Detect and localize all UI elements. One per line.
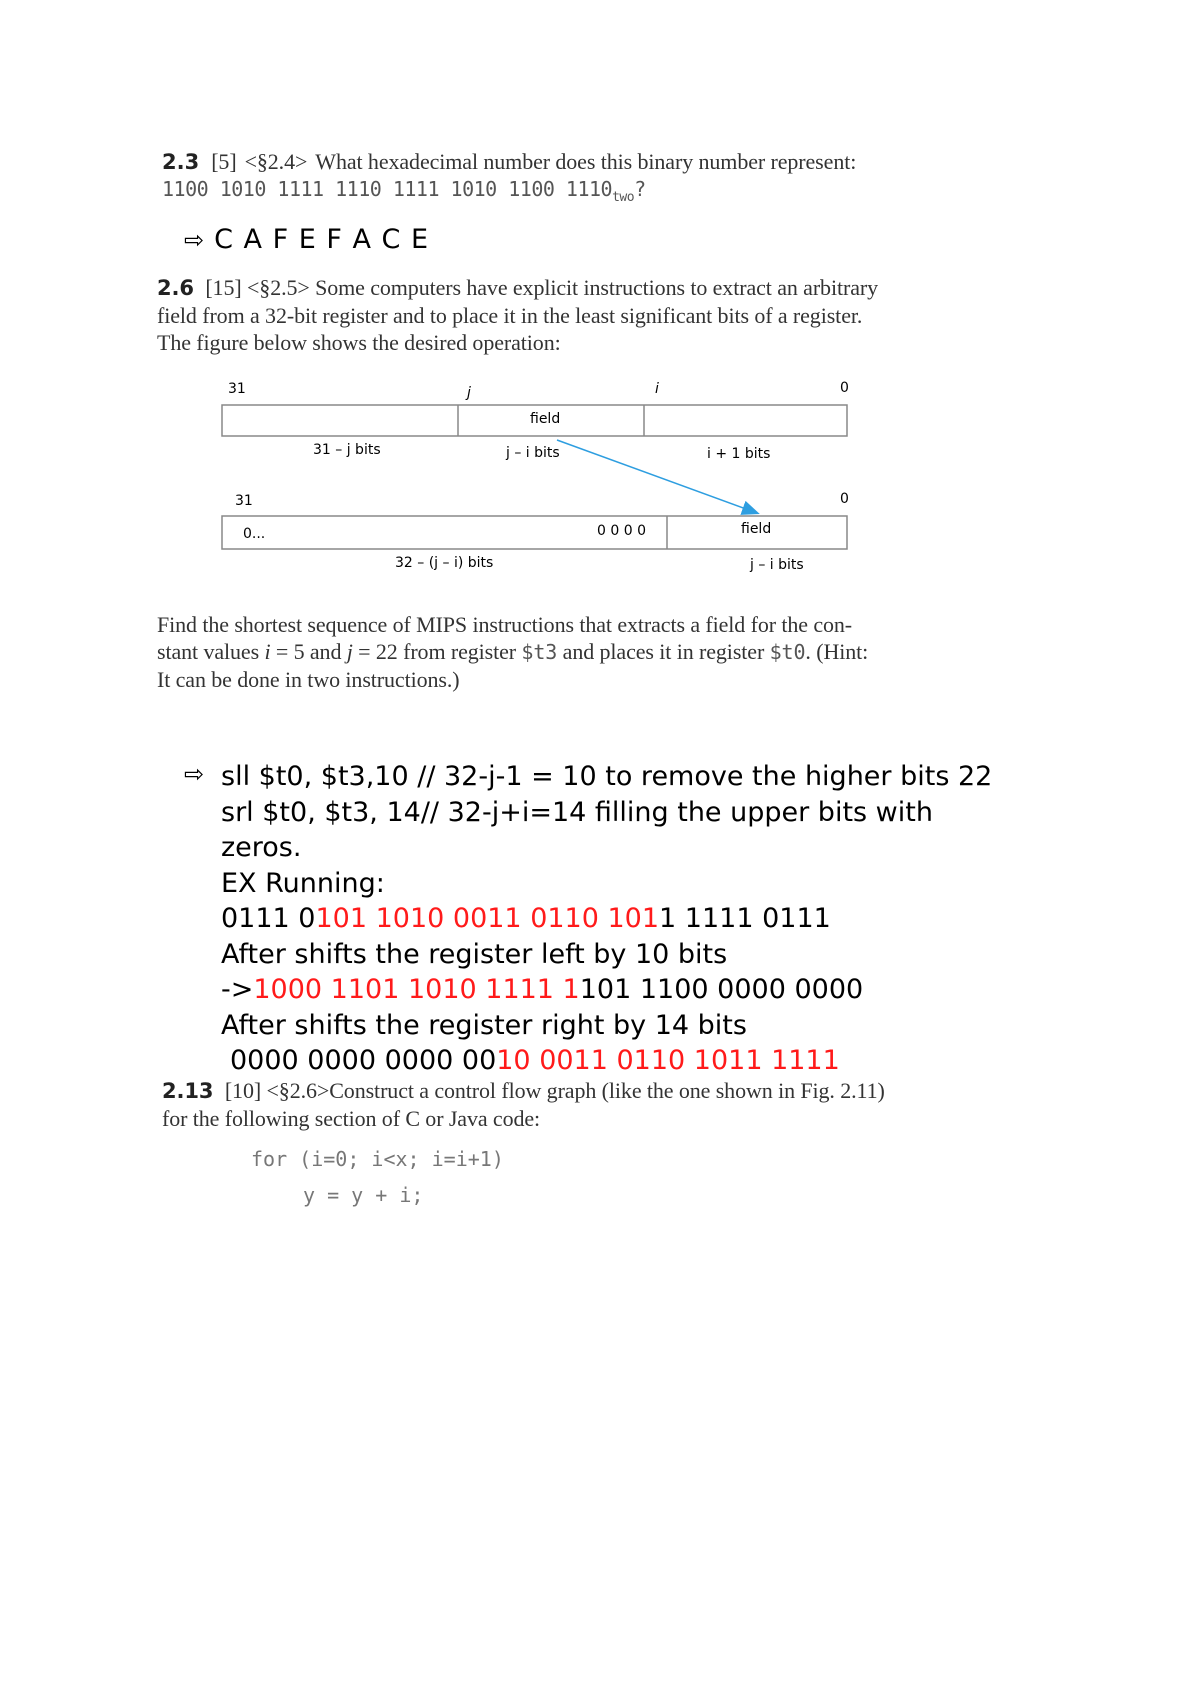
top-bit-31-label: 31 xyxy=(228,381,246,397)
question-number: 2.6 xyxy=(157,276,194,300)
solution-ex-running: EX Running: xyxy=(221,867,385,899)
question-points: [10] xyxy=(224,1078,262,1103)
register-t0: $t0 xyxy=(769,640,806,664)
binary-digits: 1100 1010 1111 1110 1111 1010 1100 1110 xyxy=(162,177,613,201)
binary-highlight: 101 1010 0011 0110 101 xyxy=(315,903,660,934)
binary-suffix: ? xyxy=(634,177,646,201)
code-line-2: y = y + i; xyxy=(303,1183,424,1207)
top-bit-j-label: j xyxy=(467,385,471,401)
binary-base: two xyxy=(612,190,635,205)
arrow-right-icon: ⇨ xyxy=(184,226,205,254)
question-2-13-line1 xyxy=(162,1077,1062,1105)
bottom-field-label: field xyxy=(741,521,772,537)
question-number: 2.3 xyxy=(162,150,200,174)
text-fragment: = 5 and xyxy=(270,639,347,664)
solution-zeros-line: zeros. xyxy=(221,832,302,863)
paragraph-2-line2 xyxy=(157,638,1057,666)
question-number: 2.13 xyxy=(162,1079,214,1103)
answer-hex: C A F E F A C E xyxy=(214,224,430,255)
paragraph-2-line1: Find the shortest sequence of MIPS instructions that extracts a field for the con- xyxy=(157,612,853,637)
var-j: j xyxy=(346,639,353,664)
binary-after-right-shift xyxy=(221,1043,1181,1079)
binary-after-left-shift xyxy=(221,972,1181,1008)
binary-plain: 101 1100 0000 0000 xyxy=(579,974,864,1005)
register-t3: $t3 xyxy=(521,640,558,664)
question-2-13 xyxy=(162,1077,1062,1132)
text-fragment: . (Hint: xyxy=(805,639,869,664)
binary-plain: 0111 0 xyxy=(221,903,316,934)
bottom-zeros-label: 0 0 0 0 xyxy=(597,523,646,539)
solution-right-shift-caption: After shifts the register right by 14 bits xyxy=(221,1009,747,1041)
text-fragment: and places it in register xyxy=(557,639,770,664)
solution-left-shift-caption: After shifts the register left by 10 bits xyxy=(221,938,728,970)
bottom-bit-31-label: 31 xyxy=(235,493,253,509)
top-field-label: field xyxy=(530,411,561,427)
top-mid-bits-label: j – i bits xyxy=(506,445,560,461)
top-right-bits-label: i + 1 bits xyxy=(707,446,771,462)
binary-highlight: 1000 1101 1010 1111 1 xyxy=(253,974,580,1005)
binary-original xyxy=(221,901,1181,937)
var-i: i xyxy=(264,639,271,664)
question-text-line1: Some computers have explicit instructions to extract an arbitrary xyxy=(315,275,878,300)
solution-srl-line: srl $t0, $t3, 14// 32-j+i=14 filling the upper bits with xyxy=(221,796,933,828)
question-text-line2: field from a 32-bit register and to place it in the least significant bits of a register. xyxy=(157,303,863,328)
question-section: <§2.5> xyxy=(246,275,310,300)
binary-plain: 1 1111 0111 xyxy=(659,903,831,934)
paragraph-2-line3: It can be done in two instructions.) xyxy=(157,667,460,692)
top-left-bits-label: 31 – j bits xyxy=(313,442,381,458)
binary-plain: 0000 0000 0000 00 xyxy=(230,1045,497,1076)
bottom-bit-0-label: 0 xyxy=(840,491,849,507)
arrow-right-icon: ⇨ xyxy=(184,760,205,788)
question-points: [5] xyxy=(211,149,237,174)
question-text-line1: Construct a control flow graph (like the one shown in Fig. 2.11) xyxy=(329,1078,885,1103)
text-fragment: = 22 from register xyxy=(352,639,522,664)
code-line-1: for (i=0; i<x; i=i+1) xyxy=(251,1147,504,1171)
question-text-line2: for the following section of C or Java code: xyxy=(162,1106,541,1131)
bit-field-figure xyxy=(0,0,1200,600)
question-2-6-paragraph-2 xyxy=(157,611,1057,693)
question-text: What hexadecimal number does this binary number represent: xyxy=(315,149,857,174)
question-section: <§2.4> xyxy=(244,149,308,174)
solution-block xyxy=(221,759,1181,1079)
top-bit-i-label: i xyxy=(655,381,659,397)
binary-highlight: 10 0011 0110 1011 1111 xyxy=(496,1045,840,1076)
solution-arrow xyxy=(184,760,204,788)
solution-sll-line: sll $t0, $t3,10 // 32-j-1 = 10 to remove the higher bits 22 xyxy=(221,761,993,792)
bottom-zero-prefix-label: 0... xyxy=(243,526,266,542)
question-text-line3: The figure below shows the desired operation: xyxy=(157,330,561,355)
text-fragment: stant values xyxy=(157,639,265,664)
question-section: <§2.6> xyxy=(266,1078,330,1103)
question-points: [15] xyxy=(205,275,242,300)
bottom-left-bits-label: 32 – (j – i) bits xyxy=(395,555,494,571)
top-bit-0-label: 0 xyxy=(840,380,849,396)
bottom-right-bits-label: j – i bits xyxy=(750,557,804,573)
arrow-text: -> xyxy=(221,974,254,1005)
